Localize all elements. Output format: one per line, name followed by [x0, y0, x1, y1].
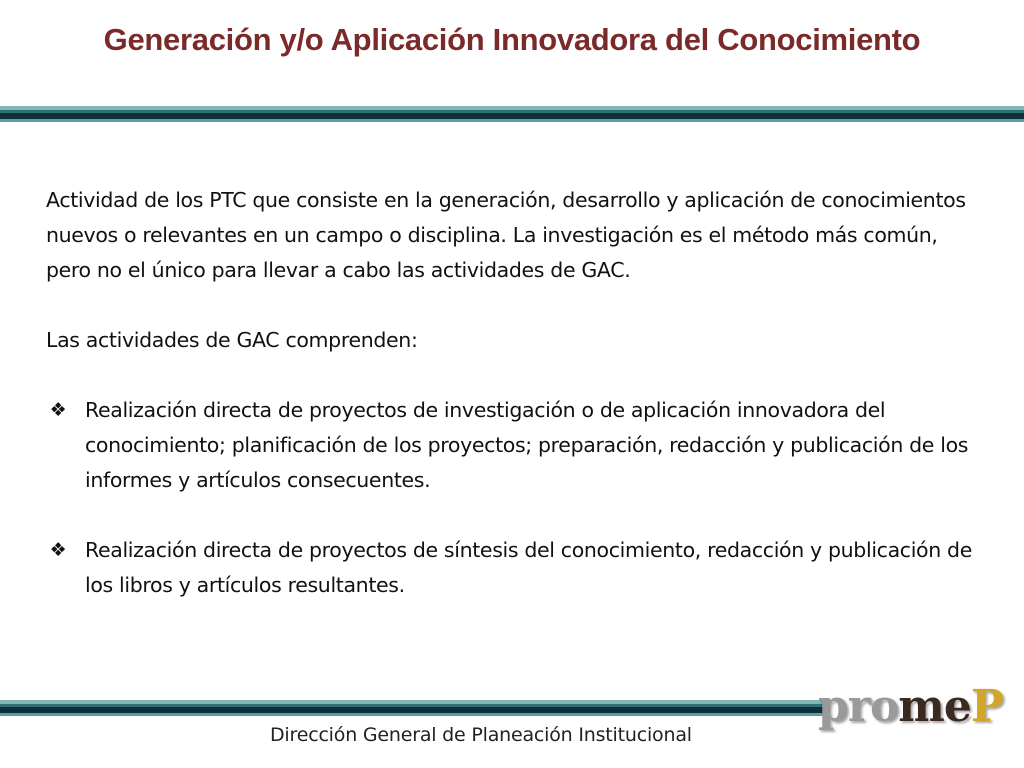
diamond-bullet-icon: ❖ [49, 539, 67, 561]
slide-body [46, 183, 976, 638]
footer-divider-band [0, 700, 830, 716]
diamond-bullet-icon: ❖ [49, 399, 67, 421]
header-divider-band [0, 106, 1024, 122]
list-item-text: Realización directa de proyectos de síntesis del conocimiento, redacción y publicación de los libros y artículos resultantes. [85, 538, 972, 597]
definition-paragraph: Actividad de los PTC que consiste en la generación, desarrollo y aplicación de conocimientos nuevos o relevantes en un campo o disciplina. La investigación es el método más común, pero no el único para llevar a cabo las actividades de GAC. [46, 188, 966, 282]
list-intro-paragraph: Las actividades de GAC comprenden: [46, 328, 418, 352]
logo-part: pro [818, 681, 899, 732]
slide-title: Generación y/o Aplicación Innovadora del Conocimiento [103, 22, 921, 57]
list-item-text: Realización directa de proyectos de investigación o de aplicación innovadora del conocimiento; planificación de los proyectos; preparación, redacción y publicación de los informes y artículos consecuentes. [85, 398, 969, 492]
activity-list [46, 393, 976, 603]
logo-part: me [898, 681, 971, 732]
list-item [46, 533, 976, 603]
promep-logo [818, 681, 1003, 732]
footer-institution: Dirección General de Planeación Institucional [270, 724, 692, 746]
list-item [46, 393, 976, 498]
logo-part: P [970, 681, 1003, 732]
